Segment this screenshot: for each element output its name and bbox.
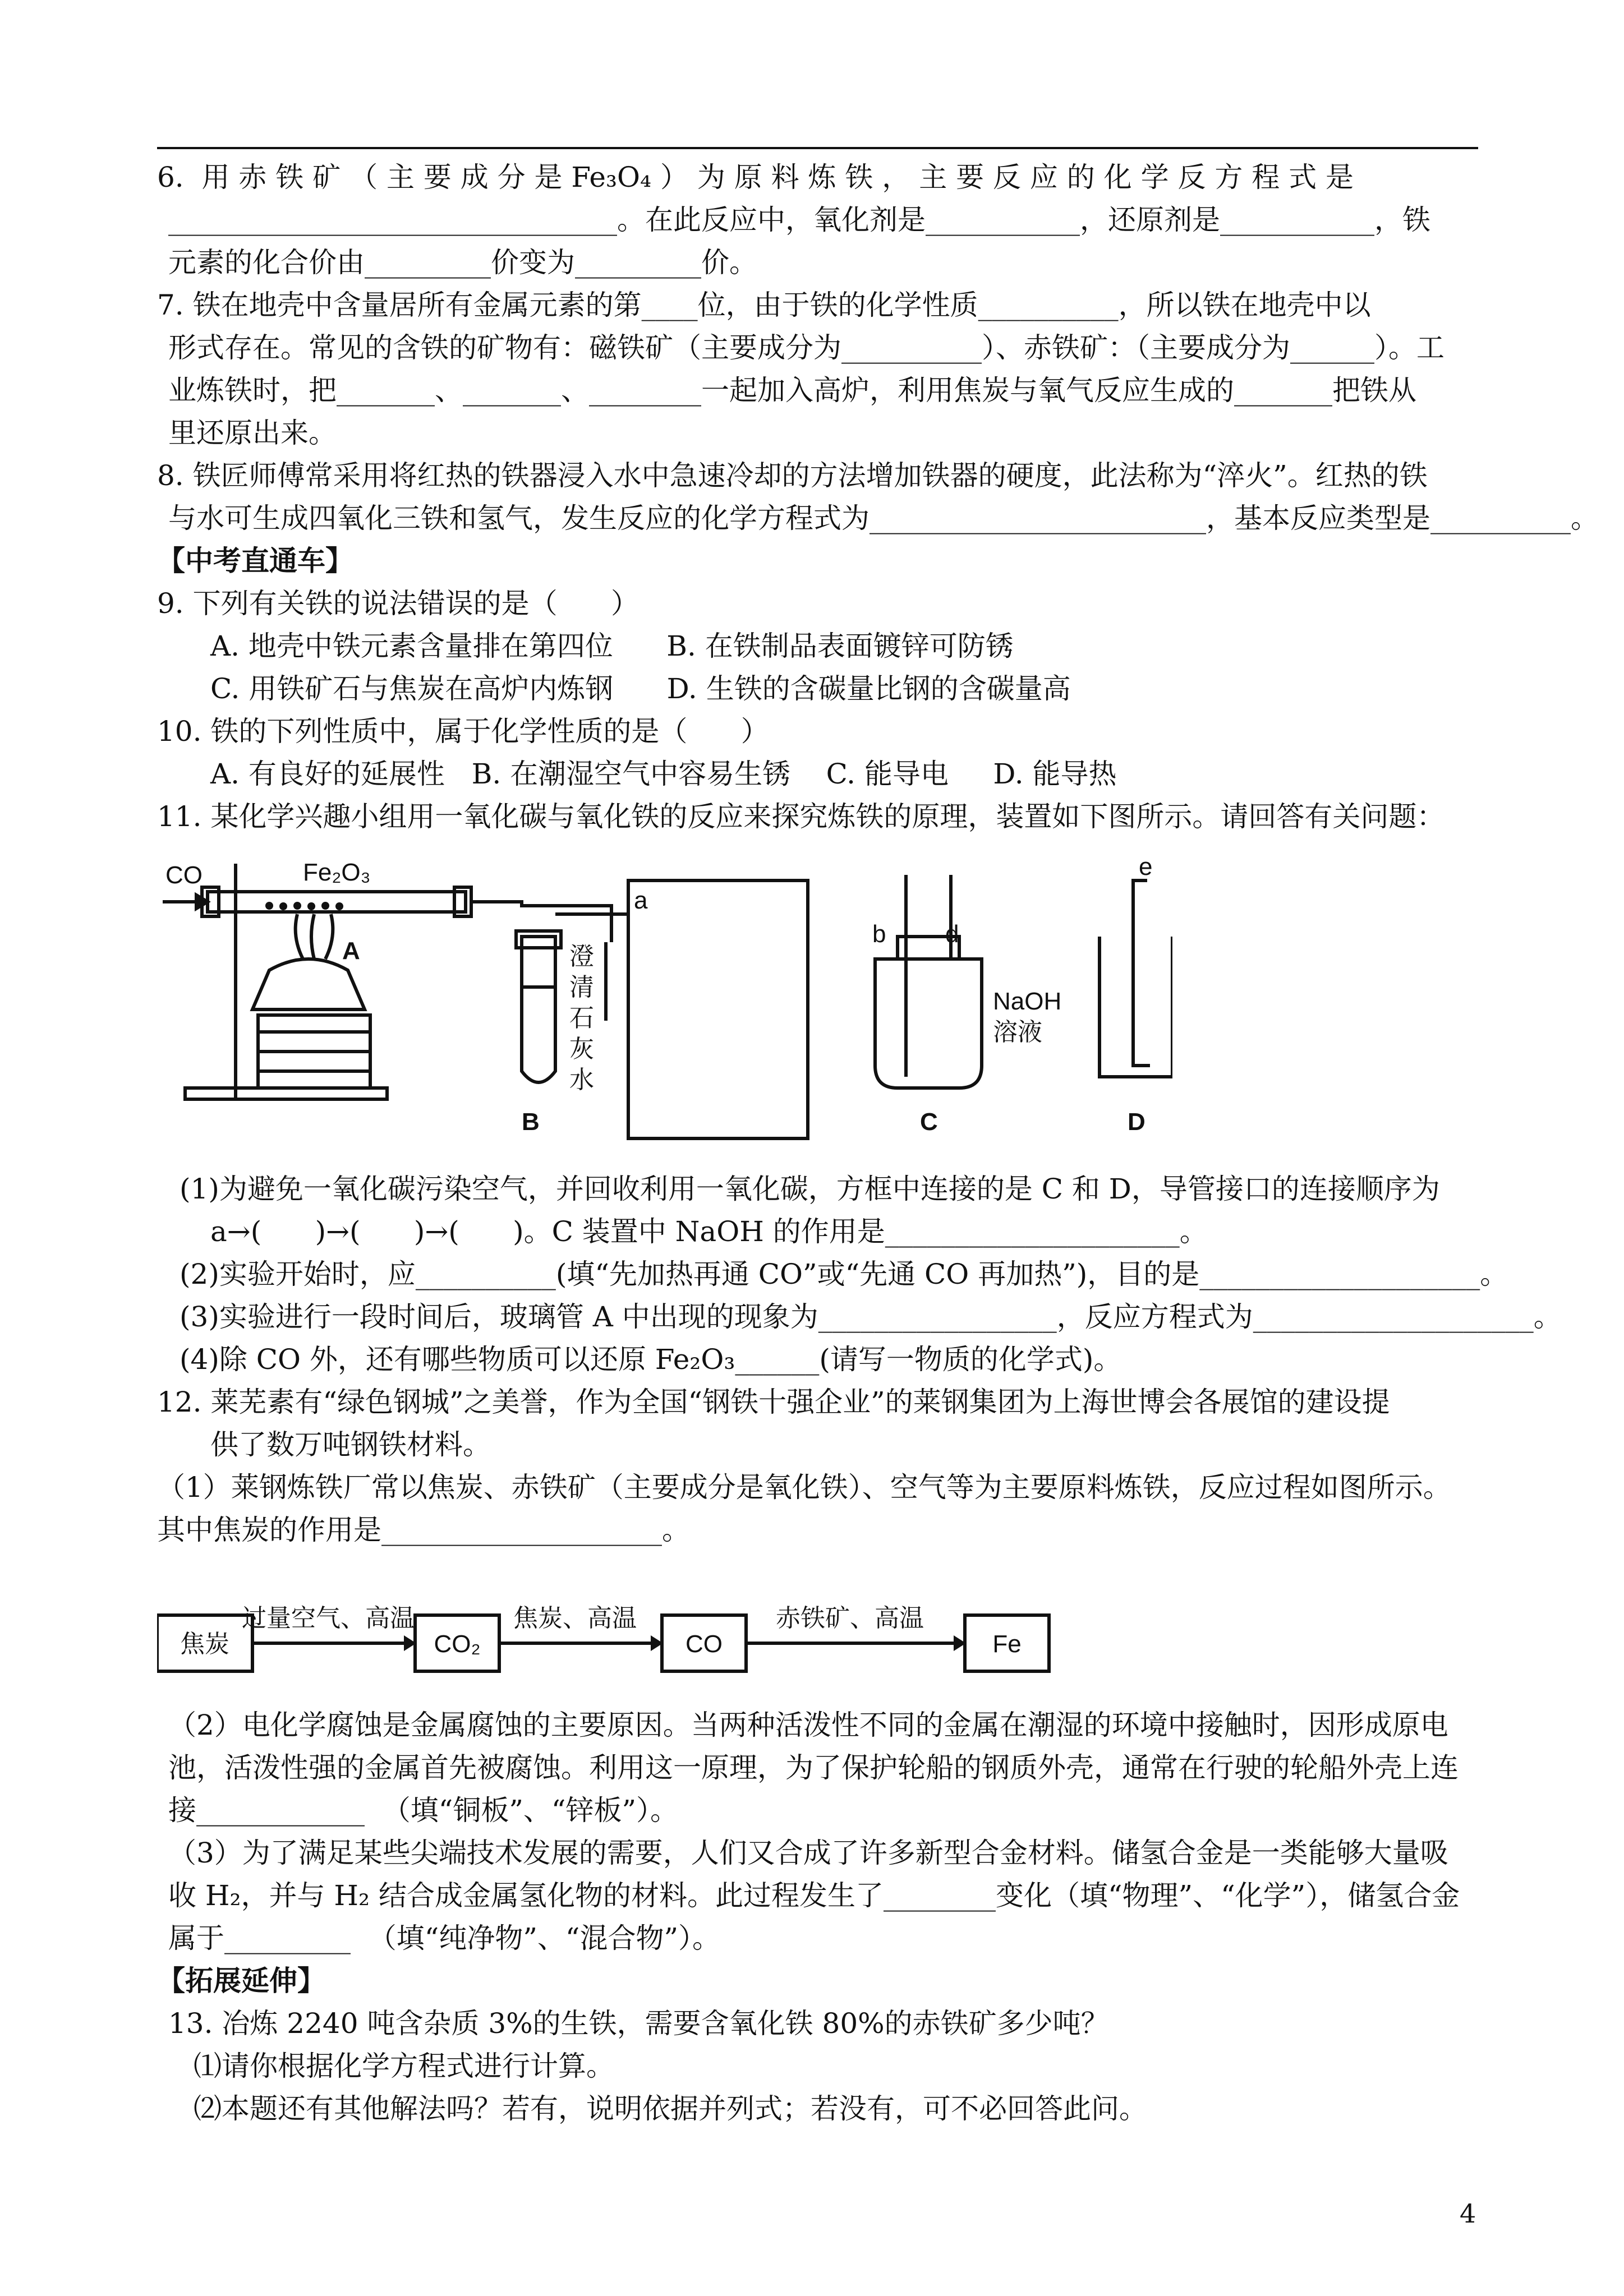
q12-part3-line2: 收 H₂，并与 H₂ 结合成金属氢化物的材料。此过程发生了________变化（填“物理”、“化学”），储氢合金 [168,1879,1460,1912]
flow-label-fe: Fe [992,1630,1022,1658]
label-limewater-2: 清 [569,974,594,1001]
q11-part3: (3)实验进行一段时间后，玻璃管 A 中出现的现象为_________________，反应方程式为____________________。 [180,1301,1562,1333]
q11-part1-line2: a→( )→( )→( )。C 装置中 NaOH 的作用是_____________________。 [210,1215,1208,1248]
q9-options-cd: C. 用铁矿石与焦炭在高炉内炼钢 D. 生铁的含碳量比钢的含碳量高 [210,672,1071,705]
label-d: D [1128,1108,1145,1136]
flame [296,914,303,959]
ironmaking-flow-diagram [157,1570,1055,1682]
flow-condition-1: 过量空气、高温 [242,1605,415,1632]
q7-line-2: 形式存在。常见的含铁的矿物有：磁铁矿（主要成分为__________）、赤铁矿：（主要成分为______）。工 [168,331,1444,364]
label-limewater-1: 澄 [569,943,594,970]
q12-part1-line1: （1）莱钢炼铁厂常以焦炭、赤铁矿（主要成分是氧化铁）、空气等为主要原料炼铁，反应过程如图所示。 [157,1471,1451,1504]
q9-options-ab: A. 地壳中铁元素含量排在第四位 B. 在铁制品表面镀锌可防锈 [210,630,1014,662]
q7-line-1: 7. 铁在地壳中含量居所有金属元素的第____位，由于铁的化学性质__________，所以铁在地壳中以 [157,289,1371,321]
q12-part2-line2: 池，活泼性强的金属首先被腐蚀。利用这一原理，为了保护轮船的钢质外壳，通常在行驶的轮船外壳上连 [168,1751,1459,1784]
q6-line-1: 6. 用 赤 铁 矿 （ 主 要 成 分 是 Fe₃O₄ ） 为 原 料 炼 铁 ， 主 要 反 应 的 化 学 反 方 程 式 是 [157,161,1354,193]
q10-stem: 10. 铁的下列性质中，属于化学性质的是（ ） [157,715,769,748]
q8-line-1: 8. 铁匠师傅常采用将红热的铁器浸入水中急速冷却的方法增加铁器的硬度，此法称为“淬火”。红热的铁 [157,459,1428,492]
q13-part1: ⑴请你根据化学方程式进行计算。 [194,2050,614,2082]
q12-part2-line1: （2）电化学腐蚀是金属腐蚀的主要原因。当两种活泼性不同的金属在潮湿的环境中接触时，因形成原电 [168,1709,1448,1741]
label-fe2o3: Fe₂O₃ [303,859,371,886]
q12-stem-2: 供了数万吨钢铁材料。 [210,1428,491,1461]
q6-line-2: ________________________________。在此反应中，氧化剂是___________，还原剂是___________，铁 [168,204,1430,236]
flow-label-co2: CO₂ [434,1630,481,1658]
lamp [252,959,365,1009]
bottle-c [875,959,982,1088]
section-heading-extension: 【拓展延伸】 [157,1964,325,1997]
q8-line-2: 与水可生成四氧化三铁和氢气，发生反应的化学方程式为________________________，基本反应类型是__________。 [168,502,1599,534]
label-tube-d: d [945,920,959,948]
label-tube-a: a [634,887,648,914]
tube-e [1133,880,1150,1066]
q12-part2-line3: 接____________ （填“铜板”、“锌板”）。 [168,1794,679,1827]
label-tube-b: b [872,920,886,948]
label-b: B [522,1108,540,1136]
label-co: CO [165,861,203,889]
label-naoh: NaOH [993,988,1062,1015]
q6-line-3: 元素的化合价由_________价变为_________价。 [168,246,757,279]
q12-stem-1: 12. 莱芜素有“绿色钢城”之美誉，作为全国“钢铁十强企业”的莱钢集团为上海世博会各展馆的建设提 [157,1386,1390,1418]
q12-part3-line3: 属于_________ （填“纯净物”、“混合物”）。 [168,1922,721,1954]
label-limewater-4: 灰 [569,1035,594,1063]
q11-stem: 11. 某化学兴趣小组用一氧化碳与氧化铁的反应来探究炼铁的原理，装置如下图所示。请回答有关问题： [157,800,1445,833]
label-tube-e: e [1139,853,1153,880]
connection-box [628,880,808,1138]
flow-label-co: CO [686,1630,723,1658]
page-number: 4 [1460,2198,1476,2229]
flow-condition-3: 赤铁矿、高温 [776,1605,924,1632]
flow-label-coke: 焦炭 [180,1630,229,1658]
q13-part2: ⑵本题还有其他解法吗？若有，说明依据并列式；若没有，可不必回答此问。 [194,2092,1147,2125]
q13-stem: 13. 冶炼 2240 吨含杂质 3%的生铁，需要含氧化铁 80%的赤铁矿多少吨？ [168,2007,1109,2040]
flow-condition-2: 焦炭、高温 [513,1605,637,1632]
section-heading-zhongkao: 【中考直通车】 [157,544,353,577]
label-a: A [342,937,360,965]
q11-part1-line1: (1)为避免一氧化碳污染空气，并回收利用一氧化碳，方框中连接的是 C 和 D，导管接口的连接顺序为 [180,1173,1440,1205]
beaker-d [1099,937,1172,1077]
q7-line-4: 里还原出来。 [168,417,337,449]
label-c: C [920,1108,938,1136]
q7-line-3: 业炼铁时，把_______、_______、________一起加入高炉，利用焦炭与氧气反应生成的_______把铁从 [168,374,1416,407]
header-rule [157,147,1478,149]
label-solution: 溶液 [993,1018,1042,1046]
label-limewater-5: 水 [569,1066,594,1094]
apparatus-figure [163,852,1172,1144]
q10-options: A. 有良好的延展性 B. 在潮湿空气中容易生锈 C. 能导电 D. 能导热 [210,758,1117,790]
label-limewater-3: 石 [569,1004,594,1032]
q9-stem: 9. 下列有关铁的说法错误的是（ ） [157,587,639,620]
test-tube-b [522,937,555,1082]
q11-part4: (4)除 CO 外，还有哪些物质可以还原 Fe₂O₃______(请写一物质的化学式)。 [180,1343,1122,1376]
q11-part2: (2)实验开始时，应__________(填“先加热再通 CO”或“先通 CO 再加热”)，目的是____________________。 [180,1258,1508,1290]
q12-part1-line2: 其中焦炭的作用是____________________。 [157,1514,690,1546]
q12-part3-line1: （3）为了满足某些尖端技术发展的需要，人们又合成了许多新型合金材料。储氢合金是一类能够大量吸 [168,1837,1448,1869]
